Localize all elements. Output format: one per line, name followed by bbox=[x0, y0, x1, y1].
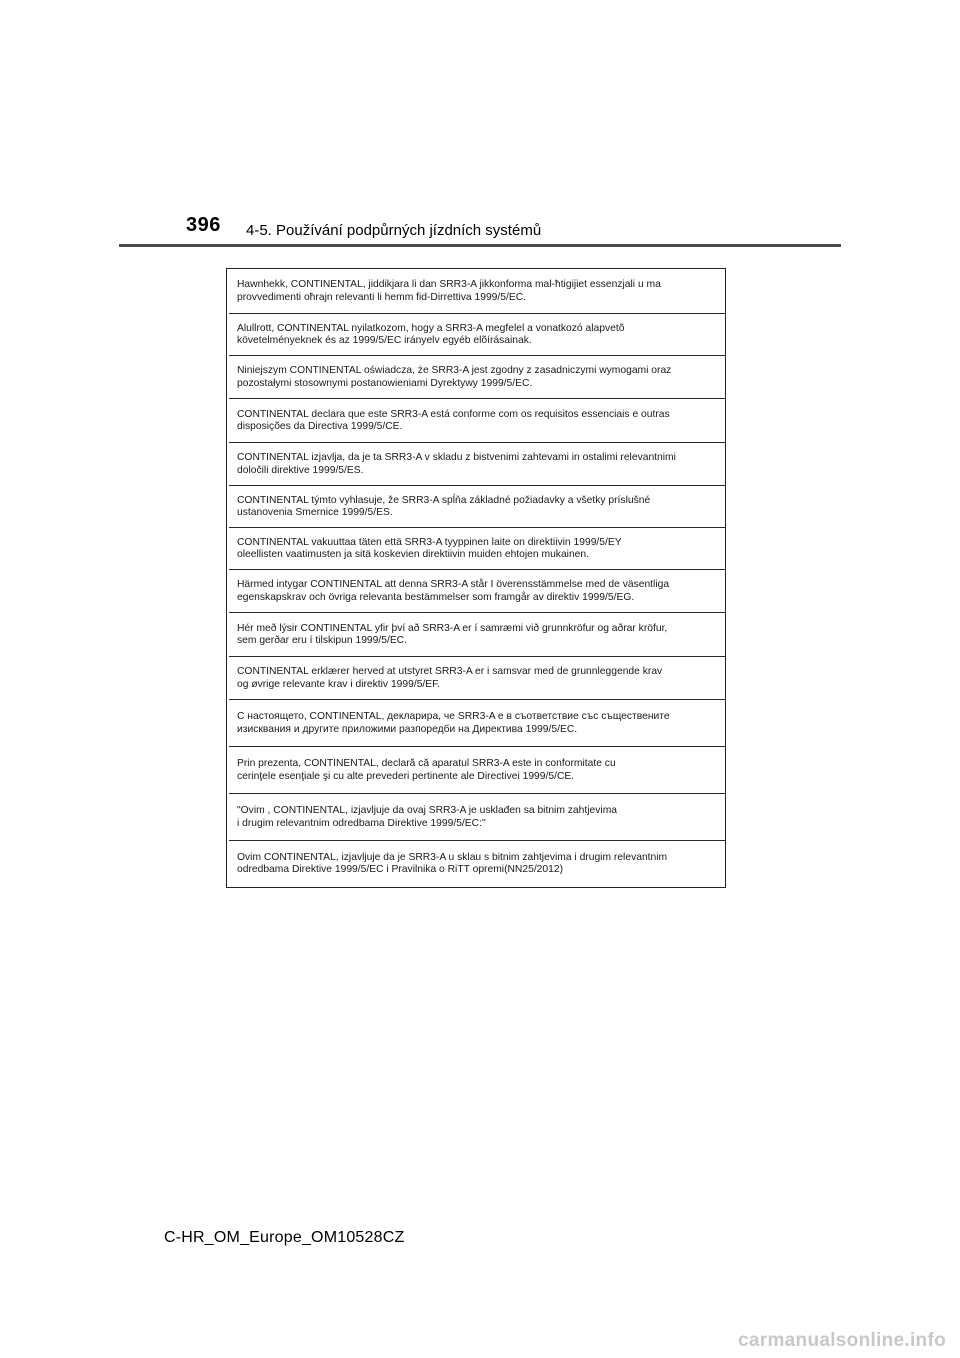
declaration-text: С настоящето, CONTINENTAL, декларира, че SRR3-A е в съответствие със съществените изисквания и другите приложими разпоредби на Директива 1999/5/EC. bbox=[237, 711, 670, 735]
declaration-text: Prin prezenta, CONTINENTAL, declară că aparatul SRR3-A este in conformitate cu cerinţele esenţiale şi cu alte prevederi pertinente ale Directivei 1999/5/CE. bbox=[237, 758, 616, 782]
declaration-text: CONTINENTAL izjavlja, da je ta SRR3-A v skladu z bistvenimi zahtevami in ostalimi relevantnimi določili direktive 1999/5/ES. bbox=[237, 452, 676, 476]
section-title: 4-5. Používání podpůrných jízdních systémů bbox=[246, 222, 542, 239]
page-number: 396 bbox=[186, 214, 221, 236]
declaration-text: Niniejszym CONTINENTAL oświadcza, że SRR3-A jest zgodny z zasadniczymi wymogami oraz pozostałymi stosownymi postanowieniami Dyrektywy 1999/5/EC. bbox=[237, 365, 672, 389]
header-divider bbox=[119, 244, 841, 247]
declaration-table bbox=[226, 268, 726, 888]
declaration-text: "Ovim , CONTINENTAL, izjavljuje da ovaj SRR3-A je usklađen sa bitnim zahtjevima i drugim relevantnim odredbama Direktive 1999/5/EC:" bbox=[237, 805, 618, 829]
declaration-text: Hawnhekk, CONTINENTAL, jiddikjara li dan SRR3-A jikkonforma mal-ħtigijiet essenzjali u ma provvedimenti oħrajn relevanti li hemm fid-Dirrettiva 1999/5/EC. bbox=[237, 279, 661, 303]
declaration-text: Alullrott, CONTINENTAL nyilatkozom, hogy a SRR3-A megfelel a vonatkozó alapvetõ követelményeknek és az 1999/5/EC irányelv egyéb elõírásainak. bbox=[237, 322, 625, 346]
watermark: carmanualsonline.info bbox=[738, 1330, 946, 1351]
declaration-row-polish bbox=[227, 356, 725, 399]
declaration-row-romanian bbox=[227, 747, 725, 794]
declaration-row-icelandic bbox=[227, 613, 725, 657]
declaration-row-norwegian bbox=[227, 657, 725, 700]
declaration-text: CONTINENTAL vakuuttaa täten että SRR3-A tyyppinen laite on direktiivin 1999/5/EY oleellisten vaatimusten ja sitä koskevien direktiivin muiden ehtojen mukainen. bbox=[237, 536, 622, 560]
declaration-text: Härmed intygar CONTINENTAL att denna SRR3-A står I överensstämmelse med de väsentliga egenskapskrav och övriga relevanta bestämmelser som framgår av direktiv 1999/5/EG. bbox=[237, 579, 670, 603]
declaration-row-bulgarian bbox=[227, 700, 725, 747]
declaration-row-bosnian bbox=[227, 794, 725, 841]
declaration-row-finnish bbox=[227, 528, 725, 570]
declaration-row-slovak bbox=[227, 486, 725, 528]
declaration-text: CONTINENTAL erklærer herved at utstyret SRR3-A er i samsvar med de grunnleggende krav og øvrige relevante krav i direktiv 1999/5/EF. bbox=[237, 666, 663, 690]
declaration-row-hungarian bbox=[227, 314, 725, 356]
declaration-row-croatian bbox=[227, 841, 725, 887]
declaration-text: CONTINENTAL týmto vyhlasuje, že SRR3-A spĺňa základné požiadavky a všetky príslušné ustanovenia Smernice 1999/5/ES. bbox=[237, 494, 651, 518]
declaration-text: Ovim CONTINENTAL, izjavljuje da je SRR3-A u sklau s bitnim zahtjevima i drugim relevantnim odredbama Direktive 1999/5/EC i Pravilnika o RiTT opremi(NN25/2012) bbox=[237, 851, 668, 875]
declaration-row-maltese bbox=[227, 269, 725, 314]
document-code: C-HR_OM_Europe_OM10528CZ bbox=[164, 1229, 405, 1246]
declaration-text: CONTINENTAL declara que este SRR3-A está conforme com os requisitos essenciais e outras disposições da Directiva 1999/5/CE. bbox=[237, 408, 670, 432]
declaration-row-slovenian bbox=[227, 443, 725, 486]
declaration-row-portuguese bbox=[227, 399, 725, 443]
declaration-row-swedish bbox=[227, 570, 725, 613]
declaration-text: Hér með lýsir CONTINENTAL yfir því að SRR3-A er í samræmi við grunnkröfur og aðrar kröfur, sem gerðar eru í tilskipun 1999/5/EC. bbox=[237, 622, 668, 646]
